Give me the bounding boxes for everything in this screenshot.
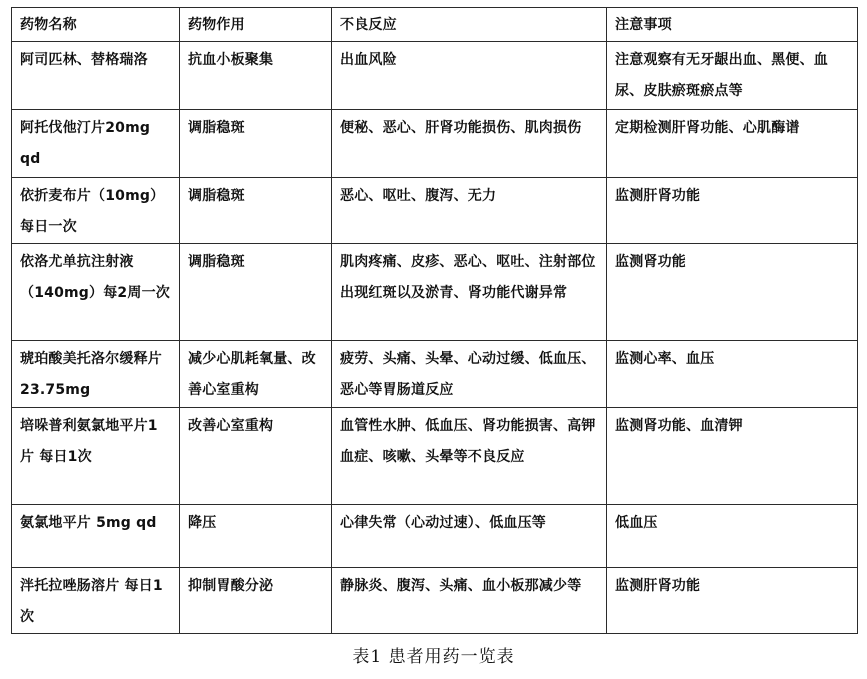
table-caption: 表1 患者用药一览表: [352, 647, 515, 667]
cell-drug-name: 培哚普利氨氯地平片1片 每日1次: [12, 408, 180, 505]
cell-drug-name: 琥珀酸美托洛尔缓释片23.75mg: [12, 341, 180, 408]
table-header-row: [12, 8, 858, 42]
cell-precautions: 监测肝肾功能: [607, 568, 858, 634]
cell-drug-action: 调脂稳斑: [180, 110, 332, 178]
cell-precautions: 注意观察有无牙龈出血、黑便、血尿、皮肤瘀斑瘀点等: [607, 42, 858, 110]
cell-drug-action: 抗血小板聚集: [180, 42, 332, 110]
cell-drug-action: 改善心室重构: [180, 408, 332, 505]
cell-precautions: 定期检测肝肾功能、心肌酶谱: [607, 110, 858, 178]
table-row: [12, 408, 858, 505]
header-precautions: 注意事项: [607, 8, 858, 42]
medication-table: [11, 7, 858, 634]
cell-drug-name: 依折麦布片（10mg）每日一次: [12, 178, 180, 244]
cell-adverse-reactions: 静脉炎、腹泻、头痛、血小板那减少等: [332, 568, 607, 634]
cell-precautions: 监测心率、血压: [607, 341, 858, 408]
cell-drug-action: 降压: [180, 505, 332, 568]
table-row: [12, 341, 858, 408]
cell-precautions: 监测肾功能、血清钾: [607, 408, 858, 505]
header-drug-action: 药物作用: [180, 8, 332, 42]
cell-drug-name: 氨氯地平片 5mg qd: [12, 505, 180, 568]
cell-adverse-reactions: 心律失常（心动过速）、低血压等: [332, 505, 607, 568]
cell-adverse-reactions: 恶心、呕吐、腹泻、无力: [332, 178, 607, 244]
cell-precautions: 监测肝肾功能: [607, 178, 858, 244]
cell-drug-action: 调脂稳斑: [180, 178, 332, 244]
header-adverse-reactions: 不良反应: [332, 8, 607, 42]
cell-adverse-reactions: 肌肉疼痛、皮疹、恶心、呕吐、注射部位出现红斑以及淤青、肾功能代谢异常: [332, 244, 607, 341]
medication-table-container: [11, 7, 857, 634]
cell-drug-name: 阿司匹林、替格瑞洛: [12, 42, 180, 110]
cell-drug-action: 减少心肌耗氧量、改善心室重构: [180, 341, 332, 408]
table-row: [12, 568, 858, 634]
cell-precautions: 低血压: [607, 505, 858, 568]
cell-adverse-reactions: 疲劳、头痛、头晕、心动过缓、低血压、恶心等胃肠道反应: [332, 341, 607, 408]
table-row: [12, 178, 858, 244]
cell-drug-name: 阿托伐他汀片20mg qd: [12, 110, 180, 178]
table-row: [12, 505, 858, 568]
table-row: [12, 244, 858, 341]
table-row: [12, 42, 858, 110]
table-row: [12, 110, 858, 178]
header-drug-name: 药物名称: [12, 8, 180, 42]
cell-drug-name: 泮托拉唑肠溶片 每日1次: [12, 568, 180, 634]
cell-drug-action: 抑制胃酸分泌: [180, 568, 332, 634]
cell-adverse-reactions: 血管性水肿、低血压、肾功能损害、高钾血症、咳嗽、头晕等不良反应: [332, 408, 607, 505]
cell-precautions: 监测肾功能: [607, 244, 858, 341]
cell-adverse-reactions: 出血风险: [332, 42, 607, 110]
cell-drug-action: 调脂稳斑: [180, 244, 332, 341]
cell-adverse-reactions: 便秘、恶心、肝肾功能损伤、肌肉损伤: [332, 110, 607, 178]
cell-drug-name: 依洛尤单抗注射液（140mg）每2周一次: [12, 244, 180, 341]
